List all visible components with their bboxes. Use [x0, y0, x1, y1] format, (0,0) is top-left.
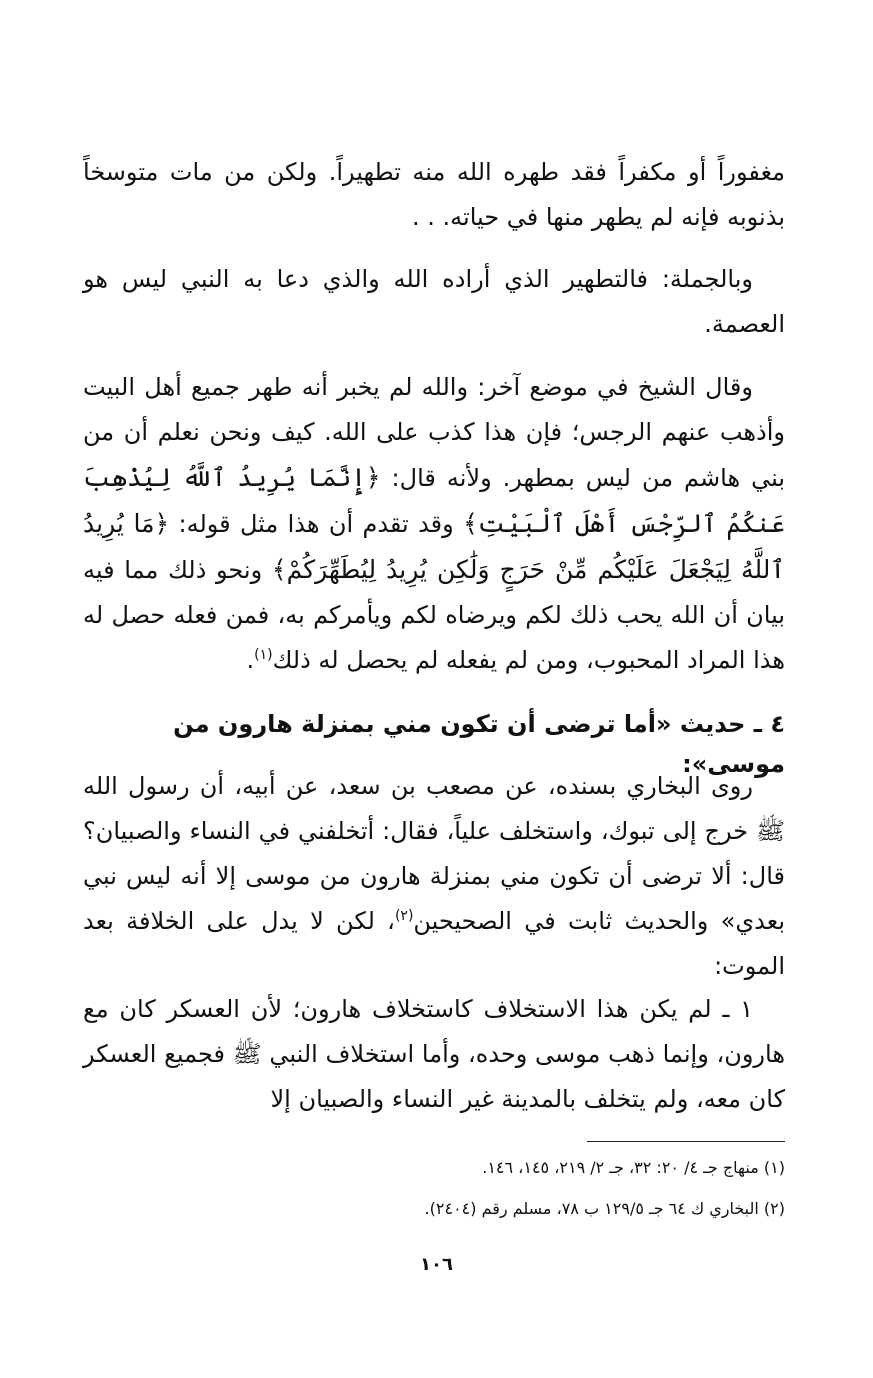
paragraph-text: . [246, 646, 255, 674]
footnote-1: (١) منهاج جـ ٤/ ٢٠: ٣٢، جـ ٢/ ٢١٩، ١٤٥، ١٤٦. [482, 1158, 785, 1177]
paragraph-text: ونحو ذلك مما فيه بيان أن الله يحب ذلك لكم ويرضاه لكم ويأمركم به، فمن فعله حصل له هذا المراد المحبوب، ومن لم يفعله لم يحصل له ذلك [83, 556, 785, 674]
paragraph-text: روى البخاري بسنده، عن مصعب بن سعد، عن أبيه، أن رسول الله ﷺ خرج إلى تبوك، واستخلف علياً، فقال: أتخلفني في النساء والصبيان؟ قال: ألا ترضى أن تكون مني بمنزلة هارون من موسى إلا أنه ليس نبي بعدي» والحديث ثابت في الصحيحين [83, 772, 786, 935]
page-number: ١٠٦ [420, 1254, 453, 1275]
footnote-reference: (١) [254, 647, 273, 663]
paragraph-continuation: مغفوراً أو مكفراً فقد طهره الله منه تطهيراً. ولكن من مات متوسخاً بذنوبه فإنه لم يطهر منها في حياته. . . [83, 158, 785, 231]
paragraph-text: وقد تقدم أن هذا مثل قوله: [169, 510, 464, 538]
paragraph-summary: وبالجملة: فالتطهير الذي أراده الله والذي دعا به النبي ليس هو العصمة. [83, 265, 785, 338]
footnote-reference: (٢) [394, 908, 414, 924]
paragraph-sheikh-quote [83, 365, 785, 683]
footnote-divider [587, 1141, 785, 1142]
section-heading: ٤ ـ حديث «أما ترضى أن تكون مني بمنزلة هارون من موسى»: [173, 710, 785, 778]
quran-verse: ﴿مَا يُرِيدُ ٱللَّهُ لِيَجْعَلَ عَلَيْكُم مِّنْ حَرَجٍ وَلَٰكِن يُرِيدُ لِيُطَهِّرَكُمْ﴾ [83, 509, 785, 584]
quran-verse: ﴿إِنَّمَا يُرِيدُ ٱللَّهُ لِيُذْهِبَ عَنكُمُ ٱلرِّجْسَ أَهْلَ ٱلْبَيْتِ﴾ [83, 463, 786, 538]
paragraph-text: وقال الشيخ في موضع آخر: والله لم يخبر أنه طهر جميع أهل البيت وأذهب عنهم الرجس؛ فإن هذا كذب على الله. كيف ونحن نعلم أن من بني هاشم من ليس بمطهر. ولأنه قال: [83, 373, 786, 492]
paragraph-hadith [83, 764, 785, 989]
paragraph-text: ، لكن لا يدل على الخلافة بعد الموت: [83, 907, 785, 980]
footnote-2: (٢) البخاري ك ٦٤ جـ ١٢٩/٥ ب ٧٨، مسلم رقم (٢٤٠٤). [424, 1199, 785, 1218]
paragraph-point-one: ١ ـ لم يكن هذا الاستخلاف كاستخلاف هارون؛ لأن العسكر كان مع هارون، وإنما ذهب موسى وحده، وأما استخلاف النبي ﷺ فجميع العسكر كان معه، ولم يتخلف بالمدينة غير النساء والصبيان إلا [83, 995, 785, 1113]
